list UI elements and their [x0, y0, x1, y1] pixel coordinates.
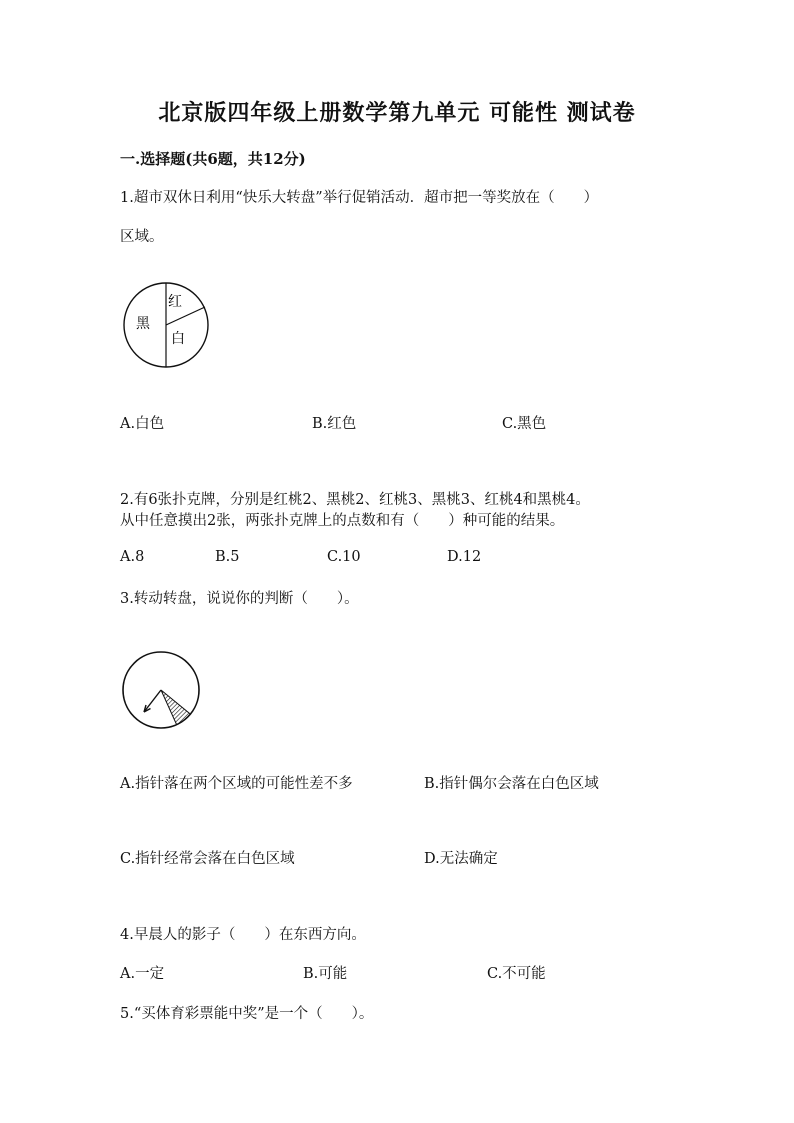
- question-2-option-d: D.12: [447, 549, 482, 565]
- question-1-line-1: 1.超市双休日利用“快乐大转盘”举行促销活动．超市把一等奖放在（ ）: [120, 190, 599, 206]
- wheel-label-white: 白: [171, 331, 185, 347]
- question-4-option-c: C.不可能: [487, 966, 546, 982]
- question-4-line-1: 4.早晨人的影子（ ）在东西方向。: [120, 927, 366, 943]
- wheel-label-black: 黑: [136, 316, 150, 332]
- question-5-line-1: 5.“买体育彩票能中奖”是一个（ ）。: [120, 1006, 374, 1022]
- question-1-option-b: B.红色: [312, 416, 357, 432]
- question-3-option-c: C.指针经常会落在白色区域: [120, 851, 295, 867]
- color-wheel-diagram: [120, 280, 212, 370]
- question-1-option-a: A.白色: [120, 416, 165, 432]
- question-3-option-d: D.无法确定: [424, 851, 498, 867]
- question-3-option-b: B.指针偶尔会落在白色区域: [424, 776, 599, 792]
- question-1-option-c: C.黑色: [502, 416, 547, 432]
- section-heading: 一.选择题(共6题，共12分): [120, 150, 306, 168]
- question-2-option-c: C.10: [327, 549, 361, 565]
- wheel-label-red: 红: [168, 294, 182, 310]
- question-3-line-1: 3.转动转盘，说说你的判断（ ）。: [120, 591, 359, 607]
- question-4-option-a: A.一定: [120, 966, 165, 982]
- question-1-line-2: 区域。: [120, 229, 164, 245]
- page-title: 北京版四年级上册数学第九单元 可能性 测试卷: [158, 100, 636, 126]
- question-2-line-2: 从中任意摸出2张，两张扑克牌上的点数和有（ ）种可能的结果。: [120, 513, 565, 529]
- question-3-option-a: A.指针落在两个区域的可能性差不多: [120, 776, 353, 792]
- question-2-line-1: 2.有6张扑克牌，分别是红桃2、黑桃2、红桃3、黑桃3、红桃4和黑桃4。: [120, 492, 590, 508]
- question-2-option-b: B.5: [215, 549, 240, 565]
- question-4-option-b: B.可能: [303, 966, 348, 982]
- question-2-option-a: A.8: [120, 549, 145, 565]
- spinner-diagram: [120, 650, 204, 732]
